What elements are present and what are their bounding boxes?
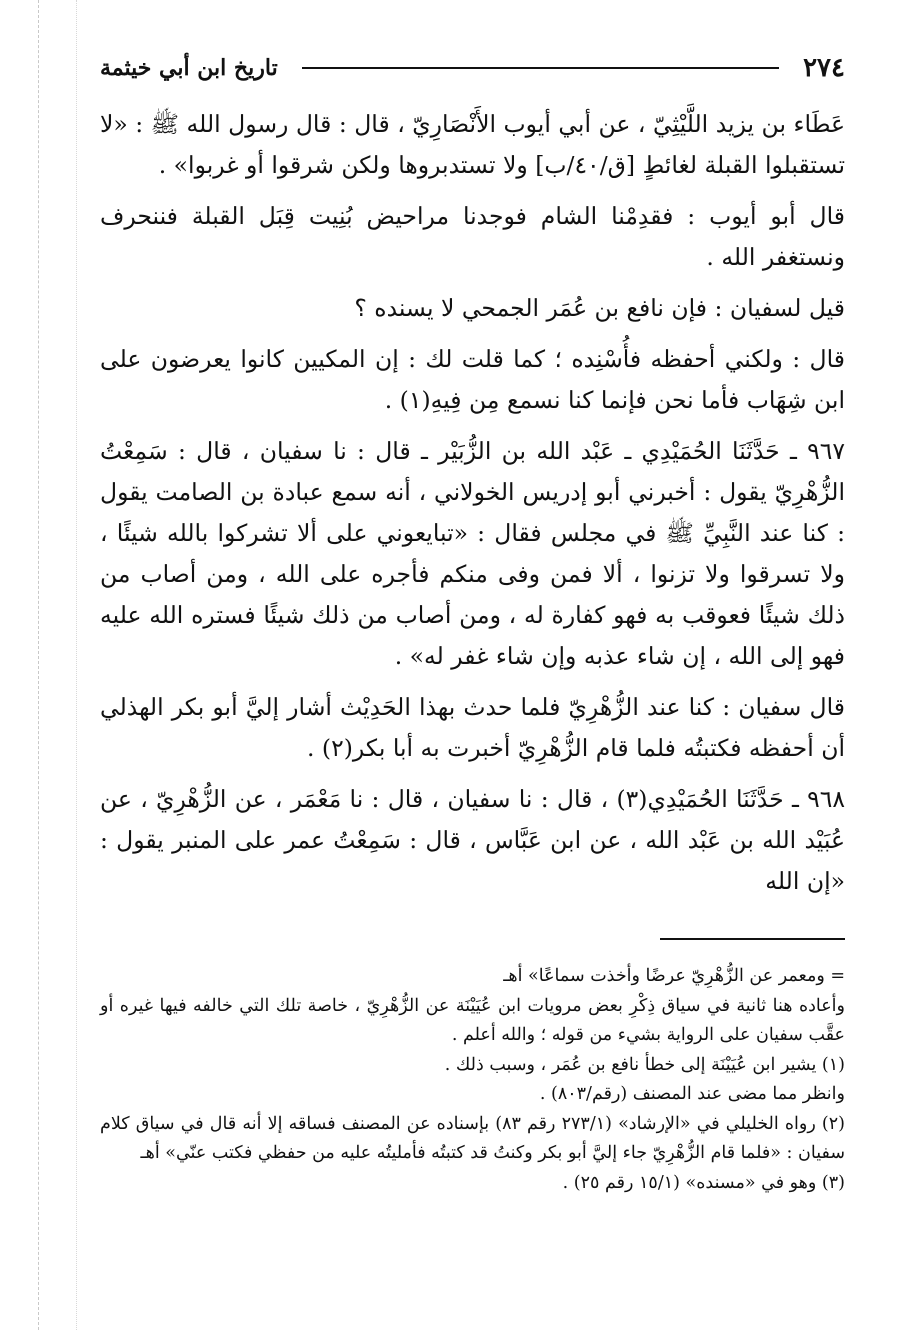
footnote: = ومعمر عن الزُّهْرِيّ عرضًا وأخذت سماعًا» أهـ (503, 966, 845, 986)
paragraph: قيل لسفيان : فإن نافع بن عُمَر الجمحي لا يسنده ؟ (354, 294, 845, 322)
footnote: وانظر مما مضى عند المصنف (رقم/٨٠٣) . (539, 1084, 845, 1104)
main-text (100, 104, 845, 902)
book-page (100, 40, 845, 1198)
scan-edge-mark (38, 0, 40, 1330)
paragraph: قال سفيان : كنا عند الزُّهْرِيّ فلما حدث بهذا الحَدِيْث أشار إليَّ أبو بكر الهذلي أن أحفظه فكتبتُه فلما قام الزُّهْرِيّ أخبرت به أبا بكر(٢) . (100, 693, 845, 762)
paragraph: قال : ولكني أحفظه فأُسْنِده ؛ كما قلت لك : إن المكيين كانوا يعرضون على ابن شِهَاب فأما نحن فإنما كنا نسمع مِن فِيهِ(١) . (100, 345, 845, 414)
paragraph: عَطَاء بن يزيد اللَّيْثِيّ ، عن أبي أيوب الأَنْصَارِيّ ، قال : قال رسول الله ﷺ : «لا تستقبلوا القبلة لغائطٍ [ق/٤٠/ب] ولا تستدبروها ولكن شرقوا أو غربوا» . (100, 110, 845, 179)
footnote: (٢) رواه الخليلي في «الإرشاد» (٢٧٣/١ رقم ٨٣) بإسناده عن المصنف فساقه إلا أنه قال في سياق كلام سفيان : «فلما قام الزُّهْرِيّ جاء إليَّ أبو بكر وكنتُ قد كتبتُه فأمليتُه عليه من حفظي فكتب عنّي» أهـ (100, 1113, 845, 1163)
header-rule (302, 67, 779, 69)
footnote: (١) يشير ابن عُيَيْنَة إلى خطأ نافع بن عُمَر ، وسبب ذلك . (444, 1054, 845, 1075)
page-header (100, 40, 845, 96)
page-number: ٢٧٤ (803, 53, 845, 83)
scan-edge-mark (76, 0, 78, 1330)
paragraph: ٩٦٧ ـ حَدَّثَنَا الحُمَيْدِي ـ عَبْد الله بن الزُّبَيْر ـ قال : نا سفيان ، قال : سَمِعْتُ الزُّهْرِيّ يقول : أخبرني أبو إدريس الخولاني ، أنه سمع عبادة بن الصامت يقول : كنا عند النَّبِيِّ ﷺ في مجلس فقال : «تبايعوني على ألا تشركوا بالله شيئًا ، ولا تسرقوا ولا تزنوا ، ألا فمن وفى منكم فأجره على الله ، ومن أصاب من ذلك شيئًا فعوقب به فهو كفارة له ، ومن أصاب من ذلك شيئًا فستره الله عليه فهو إلى الله ، إن شاء عذبه وإن شاء غفر له» . (100, 437, 845, 670)
footnote: وأعاده هنا ثانية في سياق ذِكْرِ بعض مرويات ابن عُيَيْنَة عن الزُّهْرِيّ ، خاصة تلك التي خالفه فيها غيره أو عقَّب سفيان على الرواية بشيء من قوله ؛ والله أعلم . (100, 995, 845, 1045)
footnotes (100, 962, 845, 1198)
paragraph: ٩٦٨ ـ حَدَّثَنَا الحُمَيْدِي(٣) ، قال : نا سفيان ، قال : نا مَعْمَر ، عن الزُّهْرِيّ ، عن عُبَيْد الله بن عَبْد الله ، عن ابن عَبَّاس ، قال : سَمِعْتُ عمر على المنبر يقول : «إن الله (100, 785, 845, 895)
footnote: (٣) وهو في «مسنده» (١٥/١ رقم ٢٥) . (562, 1172, 845, 1193)
paragraph: قال أبو أيوب : فقدِمْنا الشام فوجدنا مراحيض بُنِيت قِبَل القبلة فننحرف ونستغفر الله . (100, 202, 845, 271)
footnote-separator (660, 938, 845, 940)
running-title: تاريخ ابن أبي خيثمة (100, 55, 278, 81)
